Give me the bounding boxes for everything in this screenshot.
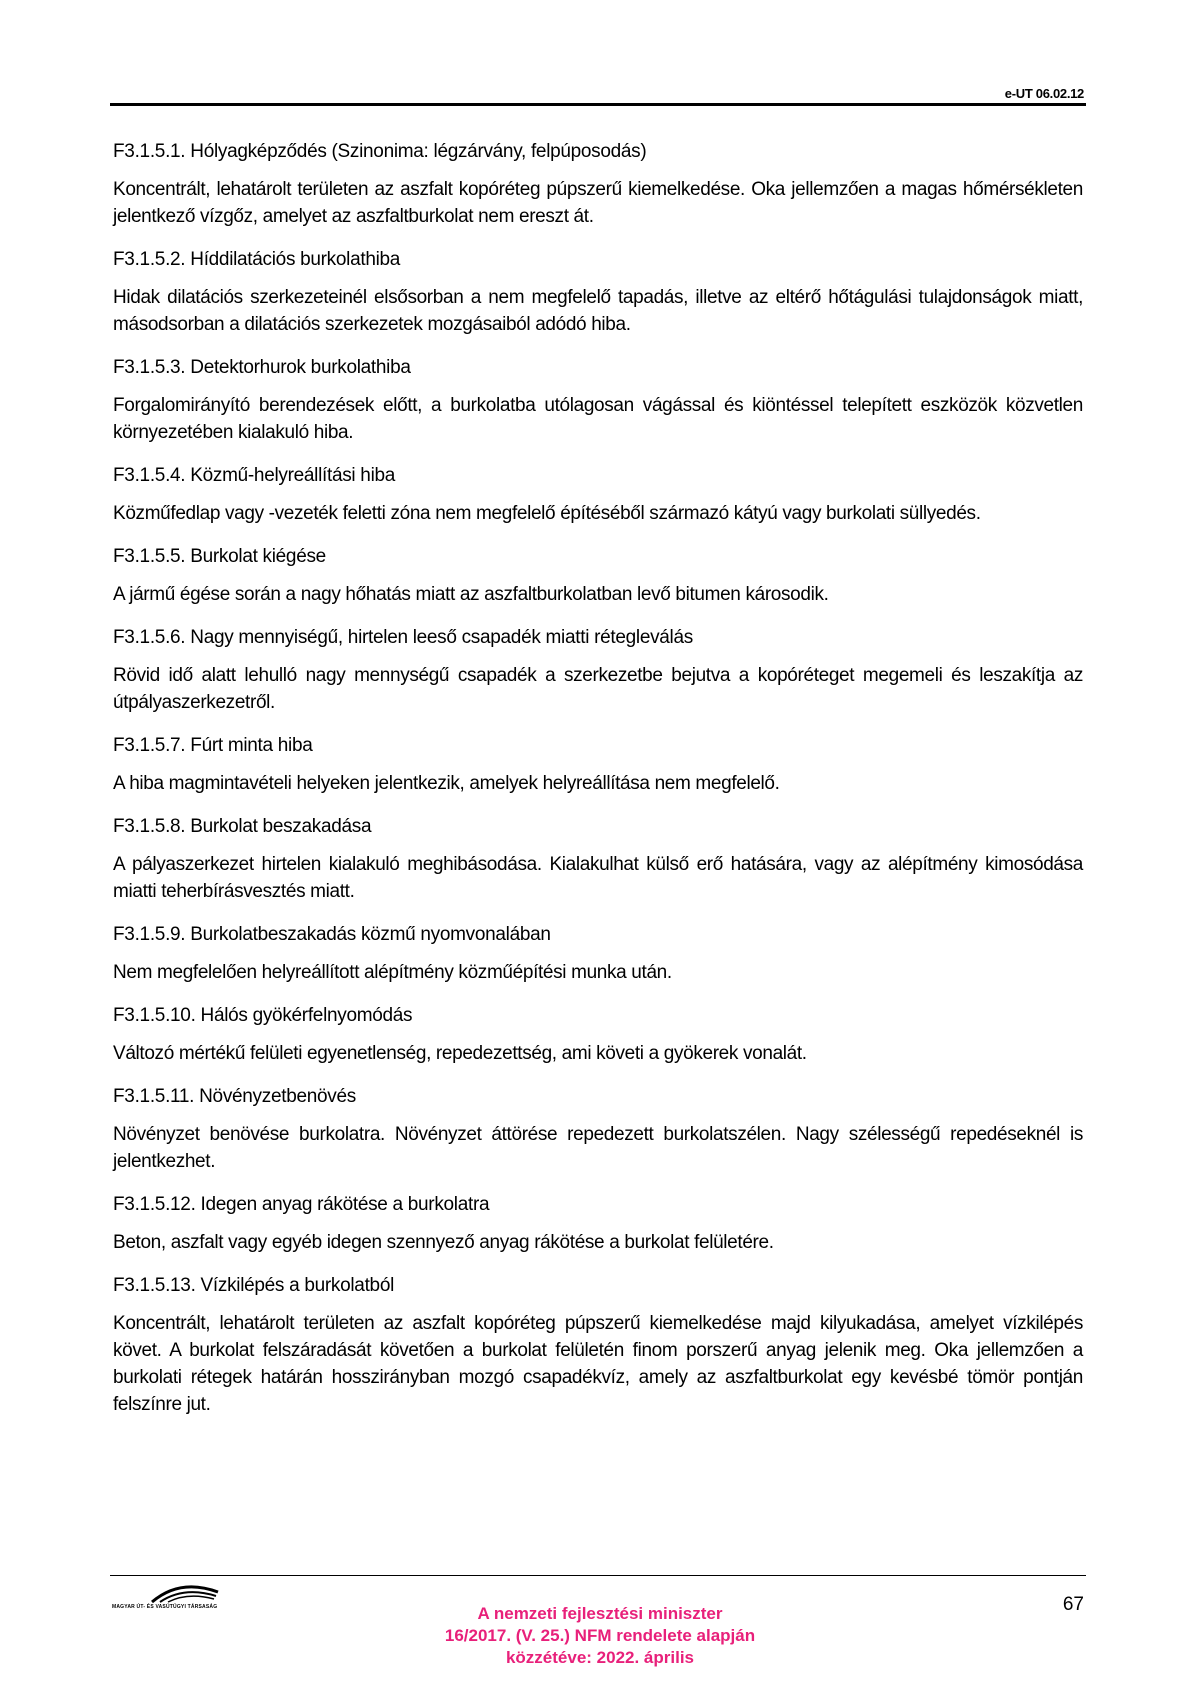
note-line-1: A nemzeti fejlesztési miniszter	[477, 1604, 723, 1623]
section-6	[113, 626, 1083, 716]
section-body: Közműfedlap vagy -vezeték feletti zóna nem megfelelő építéséből származó kátyú vagy burkolati süllyedés.	[113, 503, 981, 524]
section-title: F3.1.5.11. Növényzetbenövés	[113, 1086, 356, 1107]
section-title: F3.1.5.2. Híddilatációs burkolathiba	[113, 249, 401, 270]
section-3	[113, 356, 1083, 446]
section-10	[113, 1004, 1083, 1067]
footer-divider	[110, 1575, 1086, 1576]
section-title: F3.1.5.8. Burkolat beszakadása	[113, 816, 372, 837]
section-1	[113, 140, 1083, 230]
section-12	[113, 1193, 1083, 1256]
section-body: A hiba magmintavételi helyeken jelentkezik, amelyek helyreállítása nem megfelelő.	[113, 773, 780, 794]
section-title: F3.1.5.9. Burkolatbeszakadás közmű nyomvonalában	[113, 924, 551, 945]
note-line-3: közzétéve: 2022. április	[505, 1648, 695, 1667]
publication-note	[395, 1603, 805, 1669]
section-title: F3.1.5.7. Fúrt minta hiba	[113, 735, 313, 756]
section-title: F3.1.5.10. Hálós gyökérfelnyomódás	[113, 1005, 413, 1026]
road-arc-icon	[150, 1582, 220, 1604]
section-body: Növényzet benövése burkolatra. Növényzet áttörése repedezett burkolatszélen. Nagy szélességű repedéseknél is jelentkezhet.	[113, 1124, 1083, 1172]
section-body: A jármű égése során a nagy hőhatás miatt az aszfaltburkolatban levő bitumen károsodik.	[113, 584, 829, 605]
section-body: Hidak dilatációs szerkezeteinél elsősorban a nem megfelelő tapadás, illetve az eltérő hőtágulási tulajdonságok miatt, másodsorban a dilatációs szerkezetek mozgásaiból adódó hiba.	[113, 287, 1083, 335]
section-body: Nem megfelelően helyreállított alépítmény közműépítési munka után.	[113, 962, 672, 983]
section-body: Beton, aszfalt vagy egyéb idegen szennyező anyag rákötése a burkolat felületére.	[113, 1232, 774, 1253]
section-body: A pályaszerkezet hirtelen kialakuló meghibásodása. Kialakulhat külső erő hatására, vagy az alépítmény kimosódása miatti teherbírásvesztés miatt.	[113, 854, 1083, 902]
section-11	[113, 1085, 1083, 1175]
section-8	[113, 815, 1083, 905]
section-2	[113, 248, 1083, 338]
header-divider	[110, 103, 1086, 106]
section-title: F3.1.5.1. Hólyagképződés (Szinonima: légzárvány, felpúposodás)	[113, 141, 647, 162]
society-logo	[112, 1582, 262, 1618]
section-title: F3.1.5.4. Közmű-helyreállítási hiba	[113, 465, 396, 486]
section-title: F3.1.5.5. Burkolat kiégése	[113, 546, 326, 567]
section-body: Forgalomirányító berendezések előtt, a burkolatba utólagosan vágással és kiöntéssel telepített eszközök közvetlen környezetében kialakuló hiba.	[113, 395, 1083, 443]
section-body: Koncentrált, lehatárolt területen az aszfalt kopóréteg púpszerű kiemelkedése majd kilyukadása, amelyet vízkilépés követ. A burkolat felszáradását követően a burkolat felületén finom porszerű anyag jelenik meg. Oka jellemzően a burkolati rétegek határán hosszirányban mozgó csapadékvíz, amely az aszfaltburkolat egy kevésbé tömör pontján felszínre jut.	[113, 1313, 1083, 1415]
section-7	[113, 734, 1083, 797]
note-line-2: 16/2017. (V. 25.) NFM rendelete alapján	[444, 1626, 756, 1645]
document-code: e-UT 06.02.12	[1004, 86, 1084, 101]
section-5	[113, 545, 1083, 608]
section-body: Rövid idő alatt lehulló nagy mennységű csapadék a szerkezetbe bejutva a kopóréteget megemeli és leszakítja az útpályaszerkezetről.	[113, 665, 1083, 713]
section-4	[113, 464, 1083, 527]
section-title: F3.1.5.3. Detektorhurok burkolathiba	[113, 357, 411, 378]
section-body: Koncentrált, lehatárolt területen az aszfalt kopóréteg púpszerű kiemelkedése. Oka jellemzően a magas hőmérsékleten jelentkező vízgőz, amelyet az aszfaltburkolat nem ereszt át.	[113, 179, 1083, 227]
section-9	[113, 923, 1083, 986]
page-number: 67	[1062, 1594, 1084, 1615]
page-content	[113, 140, 1083, 1436]
section-title: F3.1.5.12. Idegen anyag rákötése a burkolatra	[113, 1194, 490, 1215]
logo-caption: MAGYAR ÚT- ÉS VASÚTÜGYI TÁRSASÁG	[112, 1604, 218, 1610]
section-body: Változó mértékű felületi egyenetlenség, repedezettség, ami követi a gyökerek vonalát.	[113, 1043, 807, 1064]
section-title: F3.1.5.6. Nagy mennyiségű, hirtelen leeső csapadék miatti rétegleválás	[113, 627, 693, 648]
section-title: F3.1.5.13. Vízkilépés a burkolatból	[113, 1275, 395, 1296]
section-13	[113, 1274, 1083, 1418]
